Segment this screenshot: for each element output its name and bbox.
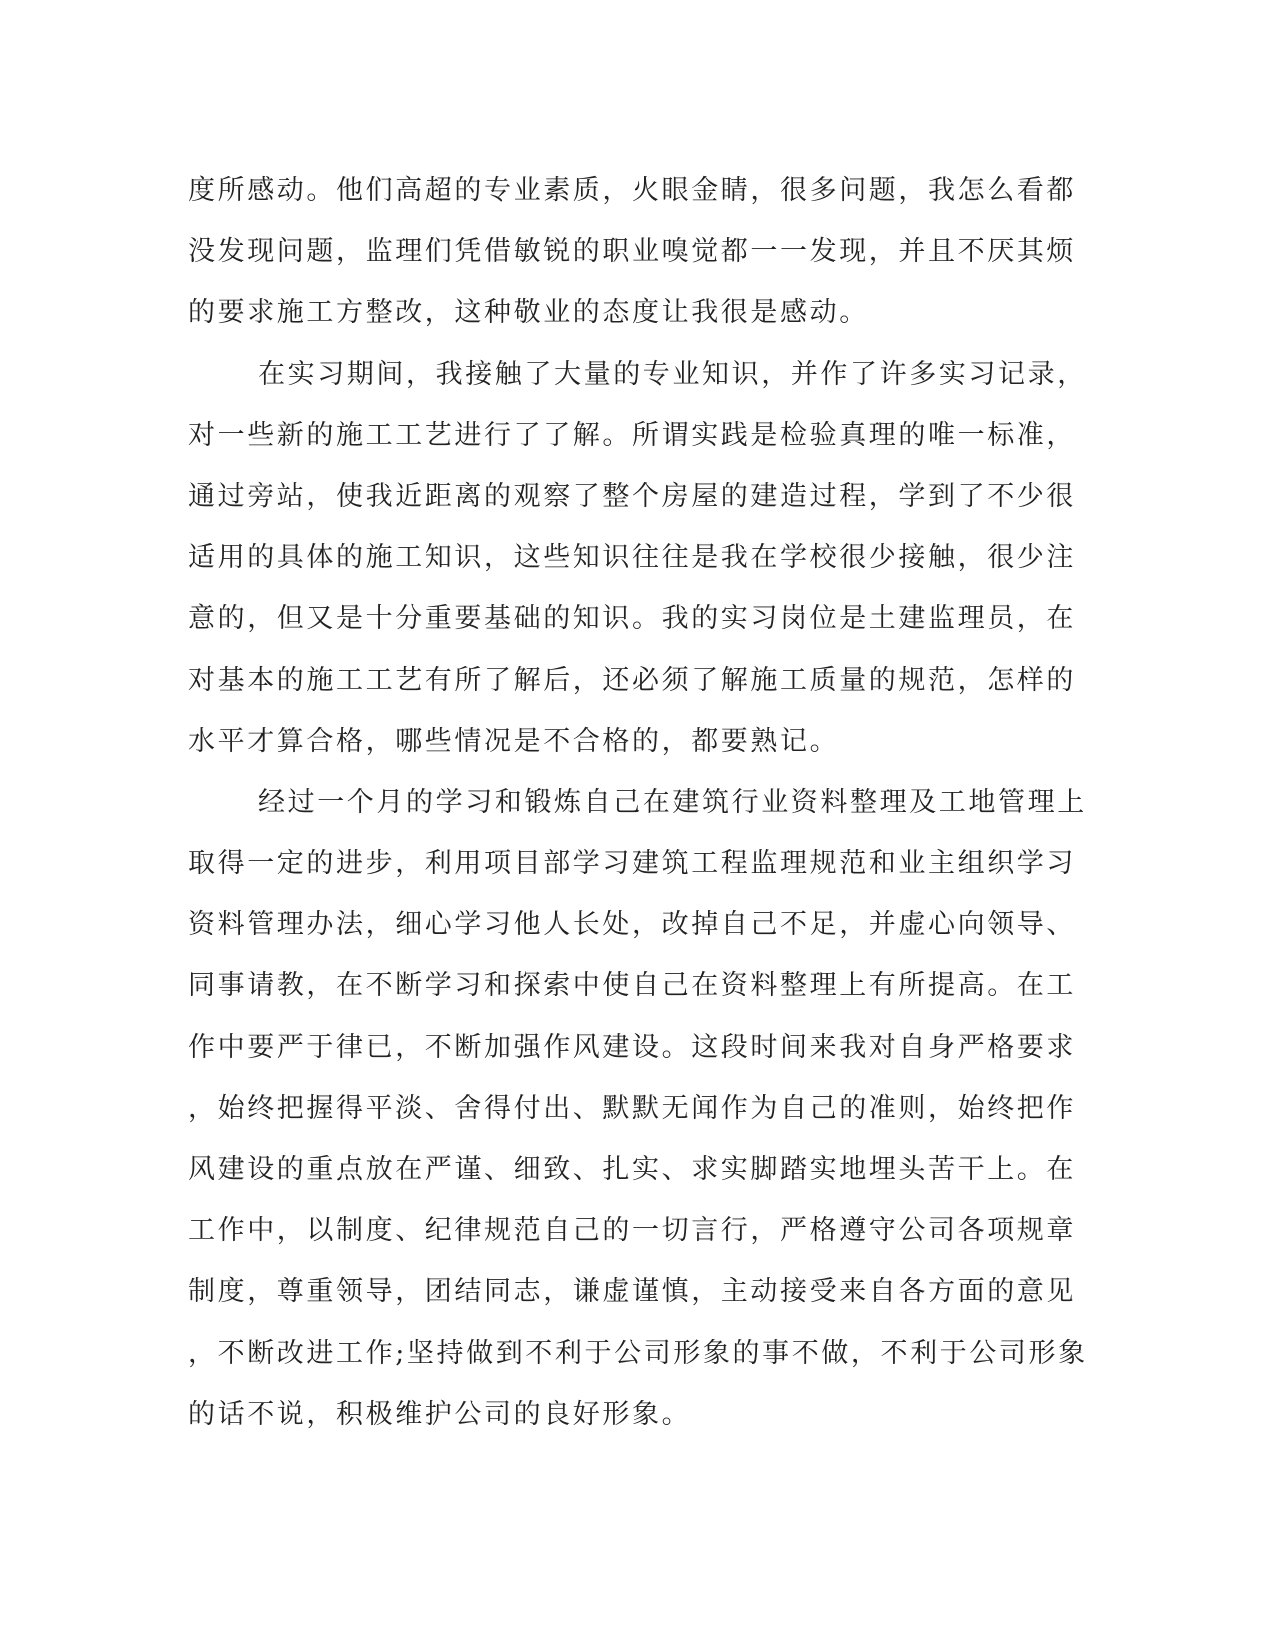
text-line: 水平才算合格，哪些情况是不合格的，都要熟记。 xyxy=(188,725,840,757)
text-line: 作中要严于律已，不断加强作风建设。这段时间来我对自身严格要求 xyxy=(188,1031,1076,1063)
text-line: 对基本的施工工艺有所了解后，还必须了解施工质量的规范，怎样的 xyxy=(188,664,1076,696)
text-line: 没发现问题，监理们凭借敏锐的职业嗅觉都一一发现，并且不厌其烦 xyxy=(188,236,1076,268)
paragraph-start-line: 经过一个月的学习和锻炼自己在建筑行业资料整理及工地管理上 xyxy=(258,786,1087,818)
text-line: 同事请教，在不断学习和探索中使自己在资料整理上有所提高。在工 xyxy=(188,970,1076,1002)
text-line: 对一些新的施工工艺进行了了解。所谓实践是检验真理的唯一标准， xyxy=(188,419,1076,451)
text-line: ，不断改进工作;坚持做到不利于公司形象的事不做，不利于公司形象 xyxy=(188,1337,1088,1369)
text-line: 适用的具体的施工知识，这些知识往往是我在学校很少接触，很少注 xyxy=(188,542,1076,574)
text-line: 通过旁站，使我近距离的观察了整个房屋的建造过程，学到了不少很 xyxy=(188,480,1076,512)
document-body xyxy=(188,160,1088,1445)
text-line: 意的，但又是十分重要基础的知识。我的实习岗位是土建监理员，在 xyxy=(188,603,1076,635)
text-line: 制度，尊重领导，团结同志，谦虚谨慎，主动接受来自各方面的意见 xyxy=(188,1276,1076,1308)
text-line: 度所感动。他们高超的专业素质，火眼金睛，很多问题，我怎么看都 xyxy=(188,175,1076,206)
text-line: ，始终把握得平淡、舍得付出、默默无闻作为自己的准则，始终把作 xyxy=(188,1092,1076,1124)
text-line: 资料管理办法，细心学习他人长处，改掉自己不足，并虚心向领导、 xyxy=(188,909,1076,941)
text-line: 工作中，以制度、纪律规范自己的一切言行，严格遵守公司各项规章 xyxy=(188,1215,1076,1247)
text-line: 的要求施工方整改，这种敬业的态度让我很是感动。 xyxy=(188,297,869,329)
text-line: 取得一定的进步，利用项目部学习建筑工程监理规范和业主组织学习 xyxy=(188,848,1076,880)
text-line: 的话不说，积极维护公司的良好形象。 xyxy=(188,1398,692,1430)
paragraph-start-line: 在实习期间，我接触了大量的专业知识，并作了许多实习记录， xyxy=(258,358,1087,390)
text-line: 风建设的重点放在严谨、细致、扎实、求实脚踏实地埋头苦干上。在 xyxy=(188,1154,1076,1185)
